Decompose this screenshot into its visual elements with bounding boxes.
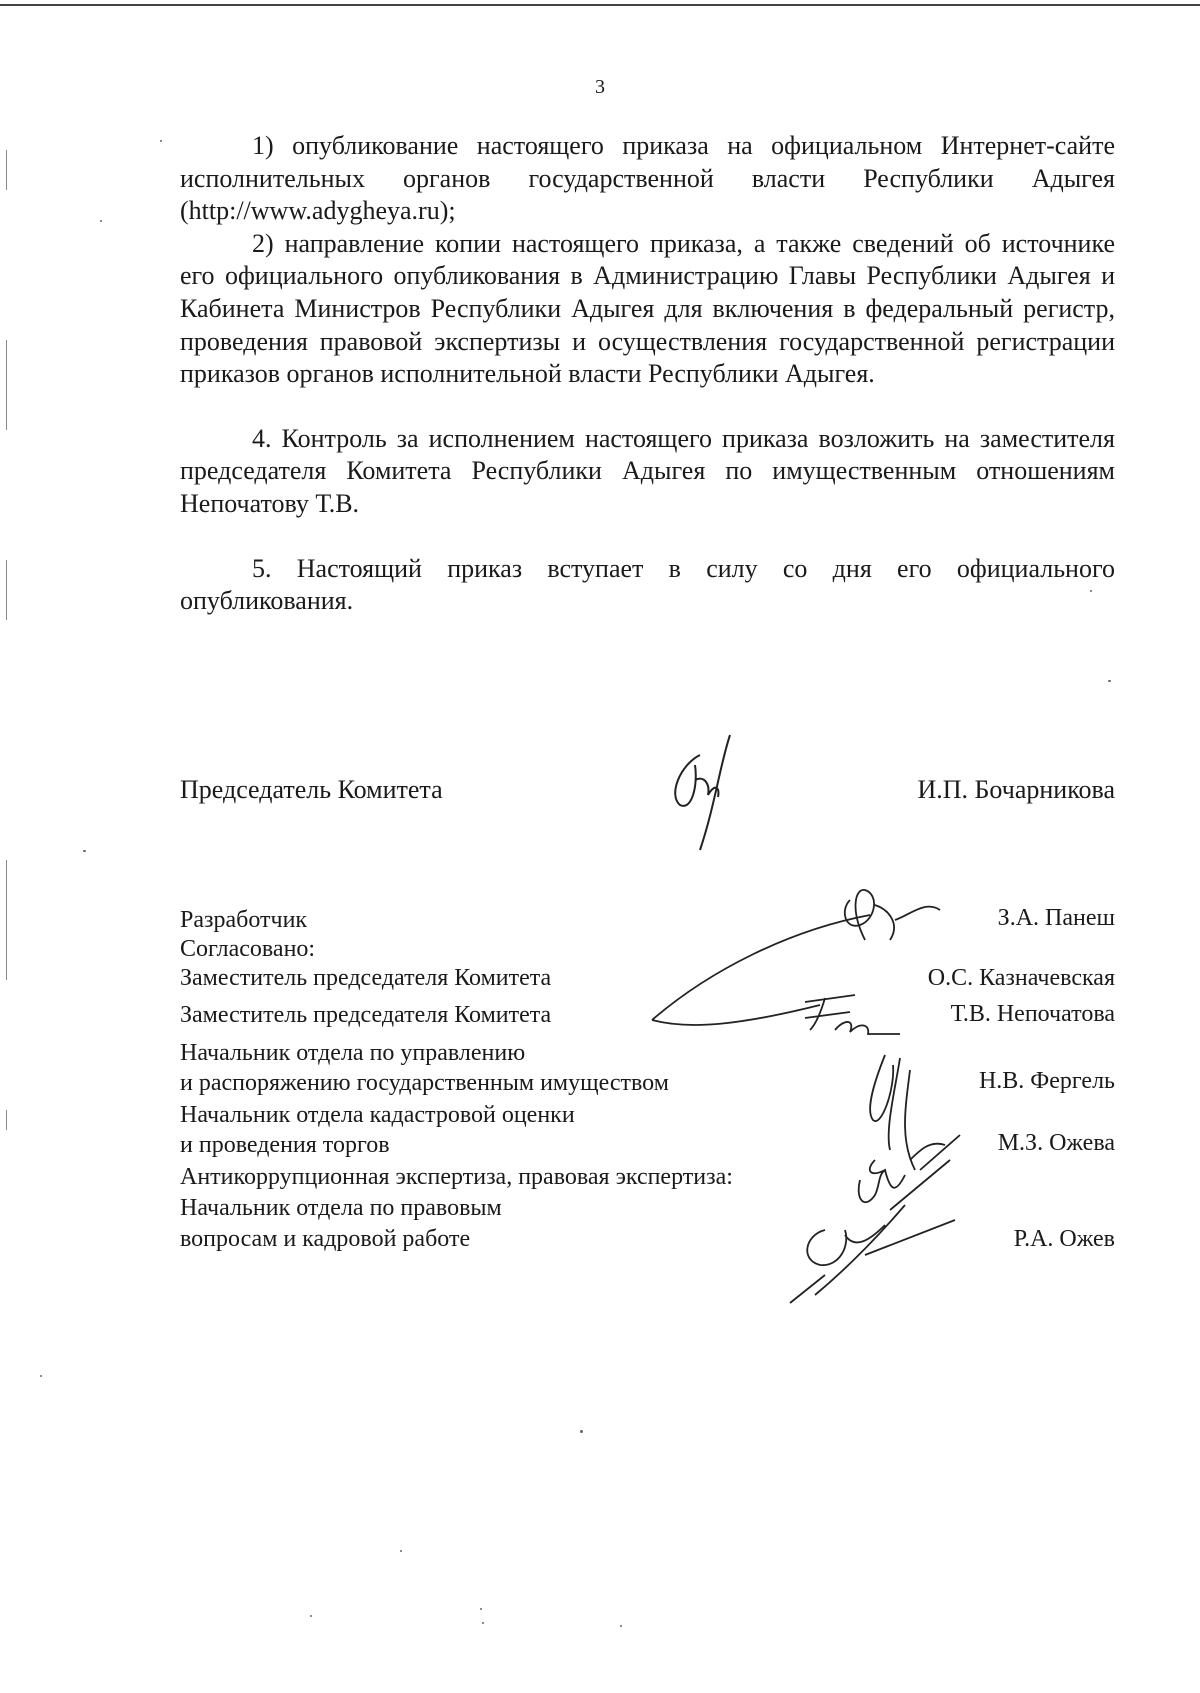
paragraph-copy-direction: 2) направление копии настоящего приказа, а также сведений об источнике его официального опубликования в Администрацию Главы Республики Адыгея и Кабинета Министров Республики Адыгея для включения в федеральный регистр, проведения правовой экспертизы и осуществления государственной регистрации приказов органов исполнительной власти Республики Адыгея. <box>180 228 1115 389</box>
anticorruption-label: Антикоррупционная экспертиза, правовая экспертиза: <box>180 1164 733 1190</box>
scan-speck <box>1108 680 1111 682</box>
scan-speck <box>482 1622 484 1624</box>
deputy2-signature <box>800 990 910 1040</box>
scan-speck <box>310 1615 312 1617</box>
scan-margin-mark <box>6 1110 7 1130</box>
head3-name: Р.А. Ожев <box>1013 1226 1115 1252</box>
deputy1-label: Заместитель председателя Комитета <box>180 965 552 991</box>
scan-margin-mark <box>6 340 7 430</box>
scan-margin-mark <box>6 560 7 620</box>
head3-label-line2: вопросам и кадровой работе <box>180 1226 471 1252</box>
scan-speck <box>480 1608 482 1610</box>
head1-name: Н.В. Фергель <box>978 1068 1115 1094</box>
scan-top-edge <box>0 4 1200 6</box>
developer-label: Разработчик <box>180 907 308 933</box>
paragraph-effect: 5. Настоящий приказ вступает в силу со дня его официального опубликования. <box>180 553 1115 616</box>
scan-speck <box>100 220 102 222</box>
head2-label-line2: и проведения торгов <box>180 1132 390 1158</box>
chairman-signature <box>660 725 750 855</box>
scan-speck <box>620 1625 622 1627</box>
deputy2-label: Заместитель председателя Комитета <box>180 1002 552 1028</box>
page-number: 3 <box>595 76 605 98</box>
scan-speck <box>160 140 162 142</box>
scan-speck <box>400 1550 402 1552</box>
deputy2-name: Т.В. Непочатова <box>950 1001 1115 1027</box>
deputy1-name: О.С. Казначевская <box>927 965 1115 991</box>
scan-margin-mark <box>6 860 7 980</box>
head3-signature <box>785 1195 965 1305</box>
chairman-name: И.П. Бочарникова <box>917 775 1115 804</box>
head1-label-line1: Начальник отдела по управлению <box>180 1040 526 1066</box>
scan-margin-mark <box>6 150 7 190</box>
scan-speck <box>83 850 86 852</box>
head2-label-line1: Начальник отдела кадастровой оценки <box>180 1102 575 1128</box>
developer-name: З.А. Панеш <box>997 905 1115 931</box>
paragraph-publication: 1) опубликование настоящего приказа на официальном Интернет-сайте исполнительных органов государственной власти Республики Адыгея (http://www.adygheya.ru); <box>180 131 1115 226</box>
scan-speck <box>1090 590 1092 592</box>
chairman-title: Председатель Комитета <box>180 775 443 804</box>
scan-speck <box>40 1375 42 1377</box>
head1-label-line2: и распоряжению государственным имуществом <box>180 1070 669 1096</box>
body-text <box>180 130 1115 618</box>
head3-label-line1: Начальник отдела по правовым <box>180 1195 502 1221</box>
scan-speck <box>580 1430 583 1433</box>
agreed-label: Согласовано: <box>180 936 316 962</box>
head2-name: М.З. Ожева <box>997 1130 1115 1156</box>
paragraph-control: 4. Контроль за исполнением настоящего приказа возложить на заместителя председателя Комитета Республики Адыгея по имущественным отношениям Непочатову Т.В. <box>180 423 1115 518</box>
